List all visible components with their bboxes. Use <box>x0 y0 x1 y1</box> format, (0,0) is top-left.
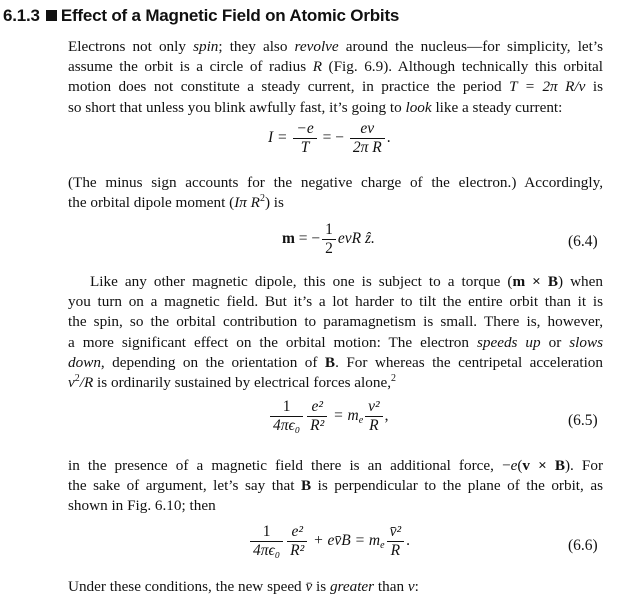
paragraph-intro <box>68 37 603 118</box>
text-line: the sake of argument, let’s say that B is perpendicular to the plane of the orbit, as <box>68 477 603 495</box>
fraction: $\frac{-e}{T}$ <box>293 120 316 157</box>
section-title: Effect of a Magnetic Field on Atomic Orbits <box>60 6 400 25</box>
text-line: Electrons not only spin; they also revolve around the nucleus—for simplicity, let’s <box>68 38 604 55</box>
equation-current: I = $\frac{-e}{T}$ = − $\frac{ev}{\text{2π R}}$ . <box>268 120 391 156</box>
fraction: $\frac{\text{e²}}{\text{R²}}$ <box>307 398 327 435</box>
text-line: motion does not constitute a steady current, in practice the period T = 2π R/v is <box>68 78 603 96</box>
paragraph-torque <box>68 272 603 393</box>
text-line: in the presence of a magnetic field there is an additional force, −e(v × B). For <box>68 457 603 474</box>
fraction: $\frac{\text{v̄²}}{R}$ <box>387 523 405 560</box>
equation-number-6-6: (6.6) <box>568 537 598 554</box>
fraction: $\frac{\text{v²}}{R}$ <box>365 398 383 435</box>
text-line: you turn on a magnetic field. But it’s a lot harder to tilt the entire orbit than it is <box>68 293 603 311</box>
text-line: Like any other magnetic dipole, this one is subject to a torque (m × B) when <box>90 273 603 290</box>
equation-6-5: $\frac{1}{\text{4πϵ₀}}$ $\frac{\text{e²}}{\text{R²}}$ = $m_e$ $\frac{\text{v²}}{R}$ , <box>268 398 389 435</box>
equation-6-4: m = − $\frac{1}{2}$ evR ẑ. <box>282 221 375 257</box>
section-square-icon <box>46 10 57 21</box>
text-line: $v^2/R$ is ordinarily sustained by electrical forces alone,$^2$ <box>68 373 396 392</box>
fraction: $\frac{1}{\text{4πϵ₀}}$ <box>250 523 283 560</box>
text-line: (The minus sign accounts for the negative charge of the electron.) Accordingly, <box>68 174 603 191</box>
text-line: the orbital dipole moment (Iπ $R^2$) is <box>68 193 284 212</box>
paragraph-magnetic-force <box>68 456 603 517</box>
fraction: $\frac{1}{\text{4πϵ₀}}$ <box>270 398 303 435</box>
text-line: assume the orbit is a circle of radius R (Fig. 6.9). Although technically this orbital <box>68 58 604 76</box>
paragraph-new-speed <box>68 577 603 597</box>
text-line: shown in Fig. 6.10; then <box>68 497 216 515</box>
text-line: down, depending on the orientation of B. For whereas the centripetal acceleration <box>68 353 603 371</box>
text-line: Under these conditions, the new speed v̄ is greater than v: <box>68 578 419 595</box>
equation-number-6-4: (6.4) <box>568 233 598 250</box>
section-heading <box>3 6 399 26</box>
fraction: $\frac{ev}{\text{2π R}}$ <box>350 120 385 157</box>
text-line: a more significant effect on the orbital motion: The electron speeds up or slows <box>68 333 603 351</box>
text-line: so short that unless you blink awfully fast, it’s going to look like a steady current: <box>68 98 563 116</box>
fraction: $\frac{\text{e²}}{\text{R²}}$ <box>287 523 307 560</box>
section-number: 6.1.3 <box>3 6 40 25</box>
fraction: $\frac{1}{2}$ <box>322 221 336 258</box>
equation-number-6-5: (6.5) <box>568 412 598 429</box>
text-line: the spin, so the orbital contribution to paramagnetism is small. There is, however, <box>68 313 603 331</box>
paragraph-dipole <box>68 173 603 213</box>
equation-6-6: $\frac{1}{\text{4πϵ₀}}$ $\frac{\text{e²}}{\text{R²}}$ + ev̄B = $m_e$ $\frac{\text{v̄²}}{R}$ . <box>248 523 410 560</box>
